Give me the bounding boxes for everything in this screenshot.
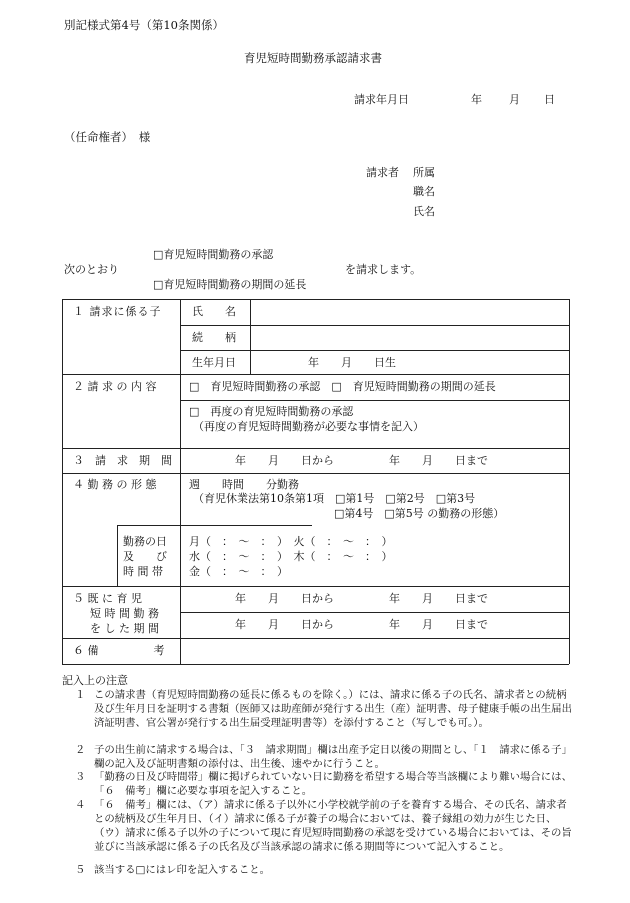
requester-label: 請求者 bbox=[366, 166, 399, 179]
work-days-mon-tue[interactable]: 月（ ： ～ ： ） 火（ ： ～ ： ） bbox=[189, 535, 393, 548]
work-days-label-3: 時 間 帯 bbox=[123, 565, 163, 578]
name-label: 氏名 bbox=[413, 205, 435, 218]
section-1-label: １ 請求に係る子 bbox=[73, 305, 162, 318]
request-suffix: を請求します。 bbox=[345, 263, 422, 276]
work-form-options[interactable]: □第4号 □第5号 の勤務の形態） bbox=[334, 507, 505, 520]
weekly-hours[interactable]: 週 時間 分勤務 bbox=[189, 478, 299, 491]
child-birth-label: 生年月日 bbox=[192, 356, 236, 369]
note-number: ２ bbox=[75, 744, 86, 756]
note-item bbox=[62, 743, 572, 771]
note-text: 「６ 備考」欄には、（ア）請求に係る子以外に小学校就学前の子を養育する場合、その氏名、請求者との続柄及び生年月日、（イ）請求に係る子が養子の場合においては、養子縁組の効力が生じた日、（ウ）請求に係る子以外の子について現に育児短時間勤務の承認を受けている場合においては、その旨並びに当該承認に係る子の氏名及び当該承認の請求に係る期間等について記入すること。 bbox=[94, 799, 572, 854]
previous-period-2[interactable]: 年 月 日から 年 月 日まで bbox=[235, 618, 488, 631]
addressee[interactable]: （任命権者） 様 bbox=[64, 130, 151, 144]
previous-period-1[interactable]: 年 月 日から 年 月 日まで bbox=[235, 592, 488, 605]
request-content-reason: （再度の育児短時間勤務が必要な事情を記入） bbox=[193, 420, 424, 433]
section-5-label-2: 短 時 間 勤 務 bbox=[90, 607, 159, 620]
note-item bbox=[62, 863, 572, 877]
child-relation-label: 続 柄 bbox=[192, 331, 236, 344]
form-code: 別記様式第4号（第10条関係） bbox=[64, 18, 224, 32]
request-content-reapproval[interactable]: □ 再度の育児短時間勤務の承認 bbox=[189, 405, 354, 418]
note-item bbox=[62, 770, 572, 798]
section-6-label: ６ 備 考 bbox=[73, 644, 165, 657]
request-date-day[interactable]: 日 bbox=[544, 93, 555, 106]
work-days-wed-thu[interactable]: 水（ ： ～ ： ） 木（ ： ～ ： ） bbox=[189, 550, 393, 563]
note-number: １ bbox=[75, 689, 86, 701]
request-date-month[interactable]: 月 bbox=[509, 93, 520, 106]
request-date-label: 請求年月日 bbox=[354, 93, 409, 106]
section-4-label: ４ 勤 務 の 形 態 bbox=[73, 478, 157, 491]
note-number: ５ bbox=[75, 864, 86, 876]
work-days-label-1: 勤務の日 bbox=[123, 535, 167, 548]
work-days-label-2: 及 び bbox=[123, 550, 167, 563]
note-number: ３ bbox=[75, 771, 86, 783]
position-label: 職名 bbox=[413, 185, 435, 198]
note-text: 子の出生前に請求する場合は、「３ 請求期間」欄は出産予定日以後の期間とし、「１ 請求に係る子」欄の記入及び証明書類の添付は、出生後、速やかに行うこと。 bbox=[94, 744, 572, 771]
note-number: ４ bbox=[75, 799, 86, 811]
work-form-law-ref[interactable]: （育児休業法第10条第1項 □第1号 □第2号 □第3号 bbox=[193, 492, 476, 505]
note-text: 「勤務の日及び時間帯」欄に掲げられていない日に勤務を希望する場合等当該欄により難い場合には、「６ 備考」欄に必要な事項を記入すること。 bbox=[94, 771, 572, 798]
request-period-value[interactable]: 年 月 日から 年 月 日まで bbox=[235, 454, 488, 467]
request-option-approval[interactable]: □育児短時間勤務の承認 bbox=[153, 248, 274, 261]
request-date-year[interactable]: 年 bbox=[471, 93, 482, 106]
remarks-field[interactable] bbox=[182, 640, 567, 662]
request-content-options[interactable]: □ 育児短時間勤務の承認 □ 育児短時間勤務の期間の延長 bbox=[189, 380, 496, 393]
child-birth-value[interactable]: 年 月 日生 bbox=[308, 356, 396, 369]
request-prefix: 次のとおり bbox=[64, 263, 119, 276]
note-text: 該当する□にはレ印を記入すること。 bbox=[94, 864, 271, 876]
affiliation-label: 所属 bbox=[413, 166, 435, 179]
note-item bbox=[62, 798, 572, 854]
document-title: 育児短時間勤務承認請求書 bbox=[244, 51, 382, 65]
section-2-label: ２ 請 求 の 内 容 bbox=[73, 380, 157, 393]
note-text: この請求書（育児短時間勤務の延長に係るものを除く。）には、請求に係る子の氏名、請求者との続柄及び生年月日を証明する書類（医師又は助産師が発行する出生（産）証明書、母子健康手帳の出生届出済証明書、官公署が発行する出生届受理証明書等）を添付すること（写しでも可。）。 bbox=[94, 689, 572, 730]
notes-heading: 記入上の注意 bbox=[62, 674, 128, 687]
work-days-fri[interactable]: 金（ ： ～ ： ） bbox=[189, 565, 288, 578]
section-5-label-1: ５ 既 に 育 児 bbox=[73, 592, 142, 605]
section-5-label-3: を し た 期 間 bbox=[90, 622, 159, 635]
child-name-label: 氏 名 bbox=[192, 305, 236, 318]
request-option-extension[interactable]: □育児短時間勤務の期間の延長 bbox=[153, 278, 307, 291]
section-3-label: ３ 請 求 期 間 bbox=[73, 454, 172, 467]
note-item bbox=[62, 688, 572, 730]
